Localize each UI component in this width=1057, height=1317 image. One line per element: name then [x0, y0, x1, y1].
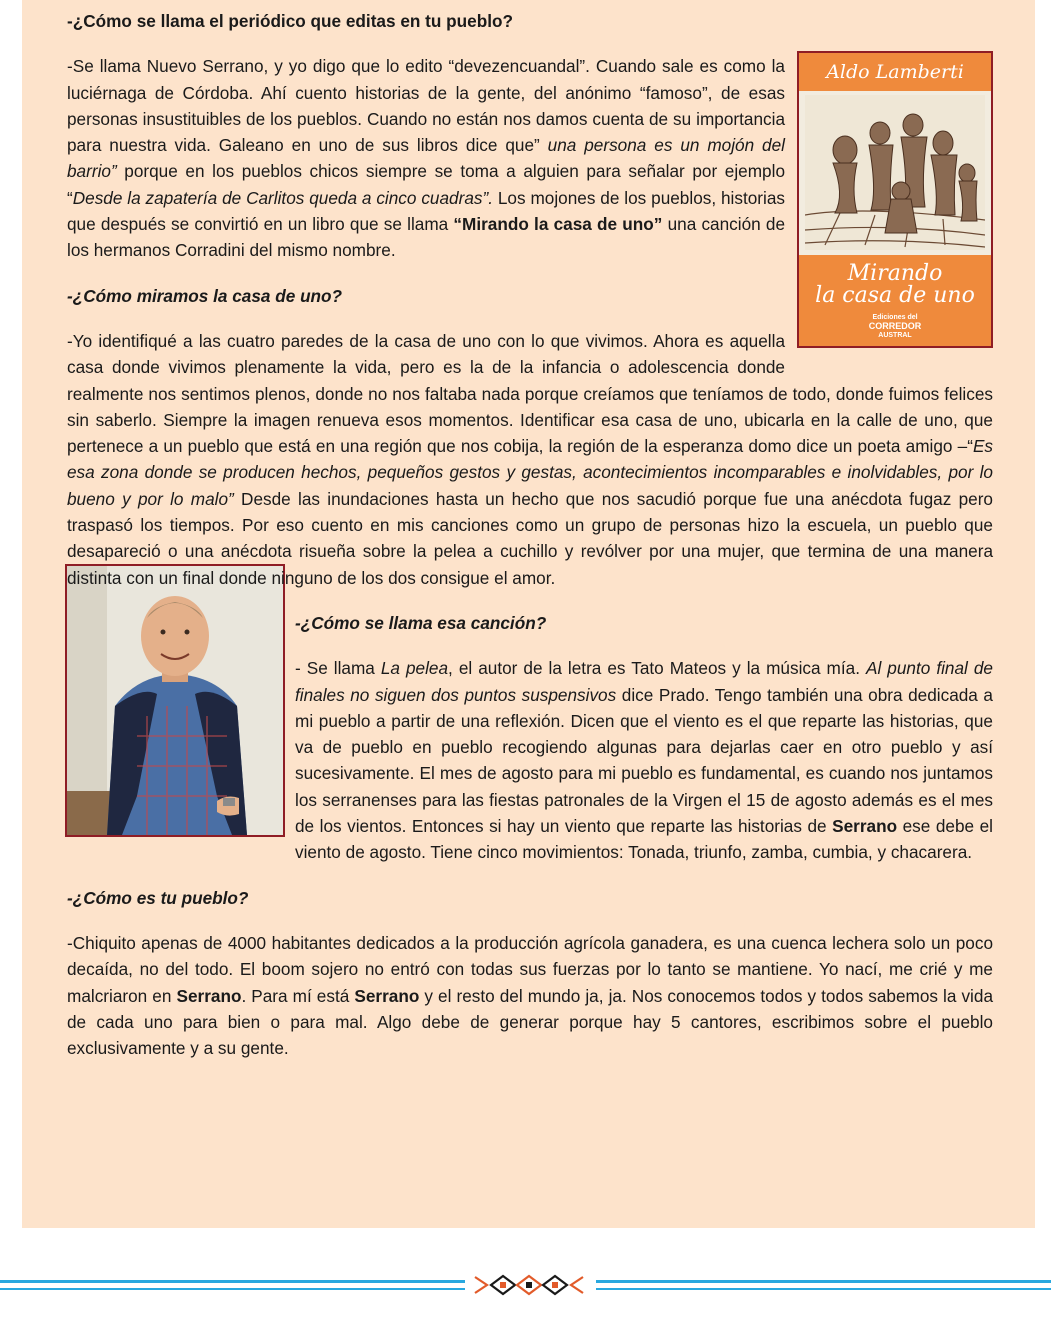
author-photo-figure [65, 564, 285, 837]
answer-song: - Se llama La pelea, el autor de la letra es Tato Mateos y la música mía. Al punto final de finales no siguen dos puntos suspensivos dice Prado. Tengo también una obra dedicada a mi pueblo a partir de una reflexión. Dicen que el viento es el que reparte las historias, que va de pueblo en pueblo recogiendo algunas para dejarlas caer en otro pueblo y así sucesivamente. El mes de agosto para mi pueblo es fundamental, es cuando nos juntamos los serranenses para las fiestas patronales de la Virgen el 15 de agosto además es el mes de los vientos. Entonces si hay un viento que reparte las historias de Serrano ese debe el viento de agosto. Tiene cinco movimientos: Tonada, triunfo, zamba, cumbia, y chacarera. [295, 658, 993, 863]
book-author: Aldo Lamberti [799, 53, 991, 91]
question-town: -¿Cómo es tu pueblo? [67, 887, 249, 908]
footer-ornament-icon [473, 1273, 585, 1297]
book-cover [797, 51, 993, 348]
footer-rule-left-top [0, 1280, 465, 1283]
footer-rule-left-bottom [0, 1288, 465, 1290]
book-publisher: Ediciones del CORREDOR AUSTRAL [868, 314, 922, 340]
question-newspaper: -¿Cómo se llama el periódico que editas en tu pueblo? [67, 11, 513, 31]
author-photo [65, 564, 285, 837]
article-body [67, 8, 993, 1080]
question-song: -¿Cómo se llama esa canción? [295, 612, 547, 633]
answer-house: -Yo identifiqué a las cuatro paredes de la casa de uno con lo que vivimos. Ahora es aquella casa donde vivimos plenamente la vida, pero es la de la infancia o adolescencia donde realmente nos sentimos plenos, donde no nos faltaba nada porque creíamos que teníamos de todo, donde fuimos felices sin saberlo. Siempre la imagen renueva esos momentos. Identificar esa casa de uno, ubicarla en la calle de uno, que pertenece a un pueblo que está en una región que nos cobija, la región de la esperanza domo dice un poeta amigo –“Es esa zona donde se producen hechos, pequeños gestos y gestas, acontecimientos incomparables e inolvidables, por lo bueno y por lo malo” Desde las inundaciones hasta un hecho que nos sacudió porque fue una anécdota fugaz pero traspasó los tiempos. Por eso cuento en mis canciones como un grupo de personas hizo la escuela, un pueblo que desapareció o una anécdota risueña sobre la pelea a cuchillo y revólver por una mujer, que termina de una manera distinta con un final donde ninguno de los dos consigue el amor. [67, 330, 993, 588]
book-cover-illustration [805, 95, 985, 250]
footer-rule-right-bottom [596, 1288, 1051, 1290]
answer-newspaper: Aldo Lamberti Mirando la casa de uno Ediciones del CORREDOR AUSTRAL -Se llama Nuevo Serrano, y yo digo que lo edito “devezencuandal”. Cuando sale es como la luciérnaga de Córdoba. Ahí cuento historias de la gente, del anónimo “famoso”, de esas personas insustituibles de los pueblos. Cuando no están nos damos cuenta de su importancia para nuestra vida. Galeano en uno de sus libros dice que” una persona es un mojón del barrio” porque en los pueblos chicos siempre se toma a alguien para señalar por ejemplo “Desde la zapatería de Carlitos queda a cinco cuadras”. Los mojones de los pueblos, historias que después se convirtió en un libro que se llama “Mirando la casa de uno” una canción de los hermanos Corradini del mismo nombre. [67, 53, 993, 263]
book-cover-figure [797, 51, 993, 348]
footer-rule-right-top [596, 1280, 1051, 1283]
book-title: Mirando la casa de uno [815, 261, 975, 309]
book-cover-bottom [799, 255, 991, 346]
answer-town: -Chiquito apenas de 4000 habitantes dedicados a la producción agrícola ganadera, es una cuenca lechera solo un poco decaída, no del todo. El boom sojero no entró con todas sus fuerzas por lo tanto se mantiene. Yo nací, me crié y me malcriaron en Serrano. Para mí está Serrano y el resto del mundo ja, ja. Nos conocemos todos y todos sabemos la vida de cada uno para bien o para mal. Algo debe de generar porque hay 5 cantores, escribimos sobre el pueblo exclusivamente y a su gente. [67, 932, 993, 1059]
question-house: -¿Cómo miramos la casa de uno? [67, 285, 343, 306]
